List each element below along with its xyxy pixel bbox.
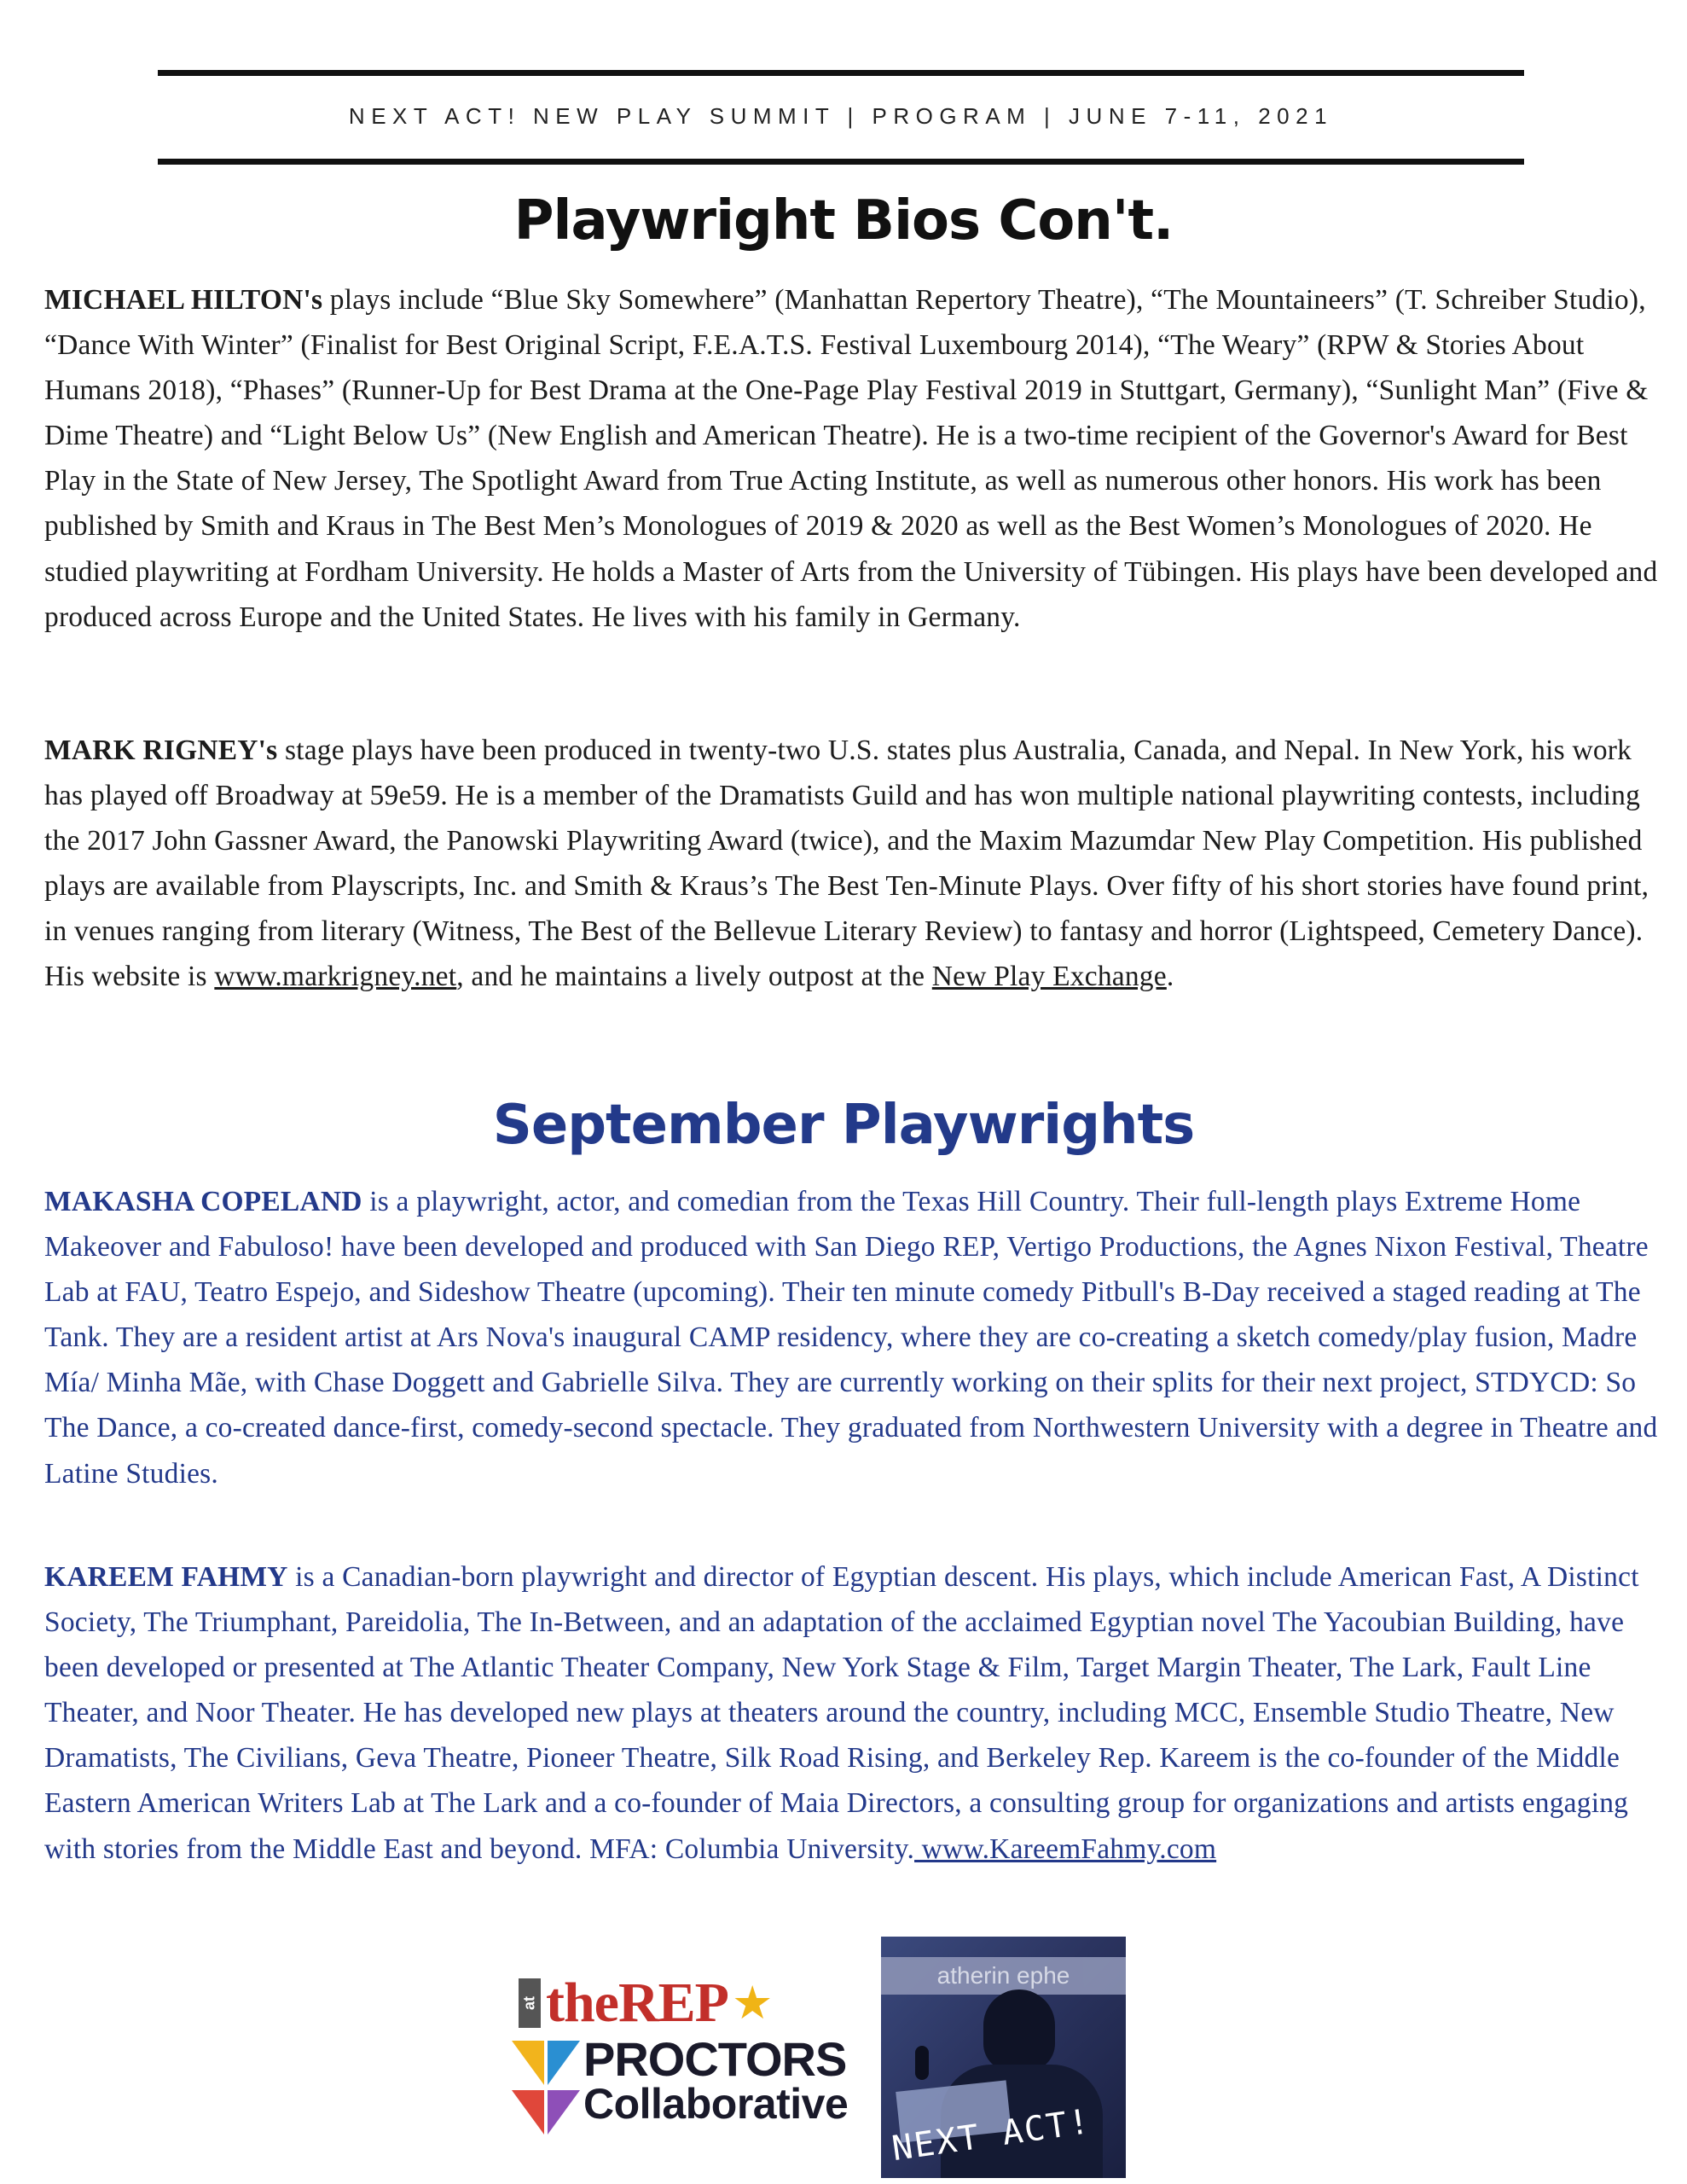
- bio-text-mid: , and he maintains a lively outpost at the: [456, 961, 932, 993]
- bio-name: MICHAEL HILTON's: [44, 284, 323, 316]
- performer-silhouette-head: [983, 1989, 1055, 2071]
- program-header: NEXT ACT! NEW PLAY SUMMIT | PROGRAM | JUNE 7-11, 2021: [348, 103, 1334, 129]
- markrigney-website-link[interactable]: www.markrigney.net: [214, 961, 457, 993]
- bio-kareem-fahmy: [44, 1554, 1665, 1872]
- bio-michael-hilton: [44, 277, 1665, 640]
- star-icon: ★: [731, 1978, 774, 2029]
- proctors-wordmark: [583, 2032, 849, 2128]
- bio-text: is a Canadian-born playwright and director of Egyptian descent. His plays, which include American Fast, A Distinct Society, The Triumphant, Pareidolia, The In-Between, and an adaptation of the acclaimed Egyptian novel The Yacoubian Building, have been developed or presented at The Atlantic Theater Company, New York Stage & Film, Target Margin Theater, The Lark, Fault Line Theater, and Noor Theater. He has developed new plays at theaters around the country, including MCC, Ensemble Studio Theatre, New Dramatists, The Civilians, Geva Theatre, Pioneer Theatre, Silk Road Rising, and Berkeley Rep. Kareem is the co-founder of the Middle Eastern American Writers Lab at The Lark and a co-founder of Maia Directors, a consulting group for organizations and artists engaging with stories from the Middle East and beyond. MFA: Columbia University.: [44, 1561, 1639, 1865]
- bio-text: stage plays have been produced in twenty-two U.S. states plus Australia, Canada, and Nepal. In New York, his work has played off Broadway at 59e59. He is a member of the Dramatists Guild and has won multiple national playwriting contests, including the 2017 John Gassner Award, the Panowski Playwriting Award (twice), and the Maxim Mazumdar New Play Competition. His published plays are available from Playscripts, Inc. and Smith & Kraus’s The Best Ten-Minute Plays. Over fifty of his short stories have found print, in venues ranging from literary (Witness, The Best of the Bellevue Literary Review) to fantasy and horror (Lightspeed, Cemetery Dance). His website is: [44, 735, 1649, 993]
- bio-name: MARK RIGNEY's: [44, 735, 278, 766]
- bio-text: plays include “Blue Sky Somewhere” (Manhattan Repertory Theatre), “The Mountaineers” (T. Schreiber Studio), “Dance With Winter” (Finalist for Best Original Script, F.E.A.T.S. Festival Luxembourg 2014), “The Weary” (RPW & Stories About Humans 2018), “Phases” (Runner-Up for Best Drama at the One-Page Play Festival 2019 in Stuttgart, Germany), “Sunlight Man” (Five & Dime Theatre) and “Light Below Us” (New English and American Theatre). He is a two-time recipient of the Governor's Award for Best Play in the State of New Jersey, The Spotlight Award from True Acting Institute, as well as numerous other honors. His work has been published by Smith and Kraus in The Best Men’s Monologues of 2019 & 2020 as well as the Best Women’s Monologues of 2020. He studied playwriting at Fordham University. He holds a Master of Arts from the University of Tübingen. His plays have been developed and produced across Europe and the United States. He lives with his family in Germany.: [44, 284, 1658, 633]
- kareemfahmy-website-link[interactable]: www.KareemFahmy.com: [914, 1833, 1217, 1865]
- rep-name: theREP: [546, 1972, 728, 2034]
- header-top-rule: [158, 70, 1524, 76]
- bio-text: is a playwright, actor, and comedian from the Texas Hill Country. Their full-length plays Extreme Home Makeover and Fabuloso! have been developed and produced with San Diego REP, Vertigo Productions, the Agnes Nixon Festival, Theatre Lab at FAU, Teatro Espejo, and Sideshow Theatre (upcoming). Their ten minute comedy Pitbull's B-Day received a staged reading at The Tank. They are a resident artist at Ars Nova's inaugural CAMP residency, where they are co-creating a sketch comedy/play fusion, Madre Mía/ Minha Mãe, with Chase Doggett and Gabrielle Silva. They are currently working on their splits for their next project, STDYCD: So The Dance, a co-created dance-first, comedy-second spectacle. They graduated from Northwestern University with a degree in Theatre and Latine Studies.: [44, 1186, 1658, 1490]
- bios-title: Playwright Bios Con't.: [513, 189, 1174, 253]
- bio-name: MAKASHA COPELAND: [44, 1186, 362, 1217]
- photo-banner-text: atherin ephe: [881, 1957, 1126, 1995]
- collaborative-name: Collaborative: [583, 2080, 849, 2128]
- bio-name: KAREEM FAHMY: [44, 1561, 288, 1593]
- rep-proctors-logo: [512, 1971, 853, 2167]
- bio-text-end: .: [1166, 961, 1174, 993]
- proctors-name: PROCTORS: [583, 2032, 847, 2086]
- rep-wordmark: [519, 1971, 773, 2036]
- next-act-photo-logo: [881, 1937, 1126, 2178]
- microphone-icon: [915, 2046, 929, 2080]
- new-play-exchange-link[interactable]: New Play Exchange: [931, 961, 1167, 993]
- september-title: September Playwrights: [492, 1094, 1195, 1157]
- proctors-pinwheel-icon: [512, 2041, 580, 2135]
- next-act-label: NEXT ACT!: [889, 2101, 1093, 2169]
- bio-mark-rigney: [44, 728, 1665, 1000]
- rep-at-badge: at: [519, 1978, 541, 2028]
- bio-makasha-copeland: [44, 1179, 1665, 1496]
- header-bottom-rule: [158, 159, 1524, 165]
